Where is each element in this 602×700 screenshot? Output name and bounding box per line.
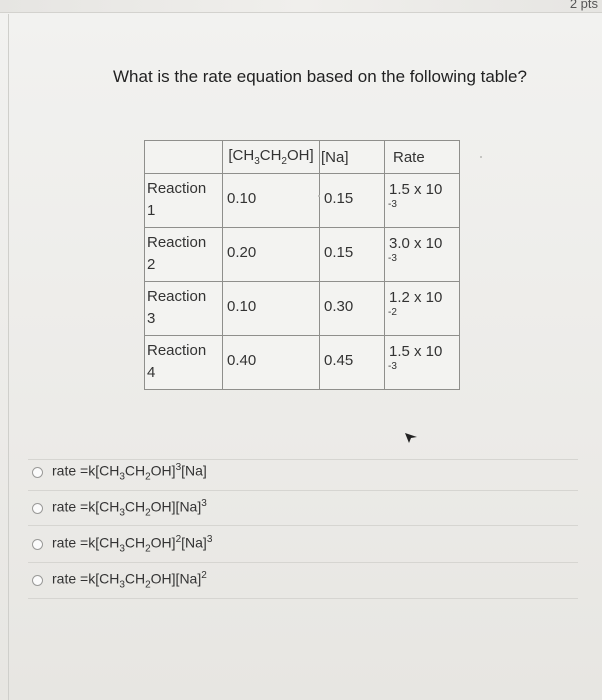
reaction-cell xyxy=(145,336,223,390)
rate-base: 1.5 x 10 xyxy=(389,343,443,360)
rate-cell xyxy=(385,336,460,390)
speck xyxy=(318,195,320,197)
ethanol-conc: 0.20 xyxy=(227,244,257,261)
sodium-conc-cell xyxy=(320,174,385,228)
rate-base: 1.2 x 10 xyxy=(389,289,443,306)
option-divider xyxy=(28,490,578,491)
answer-option-3[interactable] xyxy=(32,534,212,554)
header-cell-empty xyxy=(145,141,223,174)
radio-button[interactable] xyxy=(32,575,43,586)
rate-exponent: -3 xyxy=(388,361,397,372)
reaction-label: Reaction xyxy=(147,288,207,305)
ethanol-conc-cell xyxy=(223,336,320,390)
radio-button[interactable] xyxy=(32,467,43,478)
rate-base: 3.0 x 10 xyxy=(389,235,443,252)
option-divider xyxy=(28,562,578,563)
answer-option-4[interactable] xyxy=(32,570,207,590)
reaction-cell xyxy=(145,228,223,282)
reaction-number: 3 xyxy=(147,310,156,327)
rate-base: 1.5 x 10 xyxy=(389,181,443,198)
sodium-conc-cell xyxy=(320,228,385,282)
option-divider xyxy=(28,525,578,526)
header-cell-rate: Rate xyxy=(385,141,460,174)
reaction-label: Reaction xyxy=(147,342,207,359)
answer-option-1[interactable] xyxy=(32,462,207,482)
ethanol-conc: 0.40 xyxy=(227,352,257,369)
sodium-conc: 0.30 xyxy=(324,298,354,315)
ethanol-conc-cell xyxy=(223,174,320,228)
reaction-label: Reaction xyxy=(147,180,207,197)
table-header-row xyxy=(145,141,460,174)
reaction-cell xyxy=(145,282,223,336)
option-label: rate $=k[CH_3CH_2OH]^2[Na]^3$ xyxy=(52,534,213,555)
rate-cell xyxy=(385,282,460,336)
rate-exponent: -2 xyxy=(388,307,397,318)
option-label: rate $=k[CH_3CH_2OH][Na]^2$ xyxy=(52,570,207,591)
option-label: rate $=k[CH_3CH_2OH][Na]^3$ xyxy=(52,498,207,519)
table-row xyxy=(145,336,460,390)
header-cell-ethanol: $[CH_3CH_2OH]$ xyxy=(223,141,320,174)
option-divider xyxy=(28,598,578,599)
reaction-cell xyxy=(145,174,223,228)
sodium-conc: 0.15 xyxy=(324,244,354,261)
ethanol-conc: 0.10 xyxy=(227,298,257,315)
points-label: 2 pts xyxy=(569,0,598,11)
cursor-arrow-icon xyxy=(404,432,418,444)
sodium-conc: 0.45 xyxy=(324,352,354,369)
rate-cell xyxy=(385,174,460,228)
left-border xyxy=(8,14,9,700)
ethanol-conc: 0.10 xyxy=(227,190,257,207)
top-strip xyxy=(0,0,602,13)
header-cell-sodium: [Na] xyxy=(320,141,385,174)
rate-exponent: -3 xyxy=(388,199,397,210)
reaction-number: 4 xyxy=(147,364,156,381)
speck xyxy=(480,156,482,158)
sodium-conc-cell xyxy=(320,336,385,390)
table-row xyxy=(145,282,460,336)
reaction-number: 1 xyxy=(147,202,156,219)
rate-exponent: -3 xyxy=(388,253,397,264)
data-table xyxy=(144,140,460,390)
reaction-number: 2 xyxy=(147,256,156,273)
radio-button[interactable] xyxy=(32,539,43,550)
rate-cell xyxy=(385,228,460,282)
ethanol-conc-cell xyxy=(223,282,320,336)
reaction-label: Reaction xyxy=(147,234,207,251)
table-row xyxy=(145,174,460,228)
answer-option-2[interactable] xyxy=(32,498,207,518)
sodium-conc: 0.15 xyxy=(324,190,354,207)
option-divider xyxy=(28,459,578,460)
option-label: rate $=k[CH_3CH_2OH]^3[Na]$ xyxy=(52,462,207,483)
ethanol-conc-cell xyxy=(223,228,320,282)
table-row xyxy=(145,228,460,282)
question-text: What is the rate equation based on the following table? xyxy=(113,67,527,86)
radio-button[interactable] xyxy=(32,503,43,514)
sodium-conc-cell xyxy=(320,282,385,336)
